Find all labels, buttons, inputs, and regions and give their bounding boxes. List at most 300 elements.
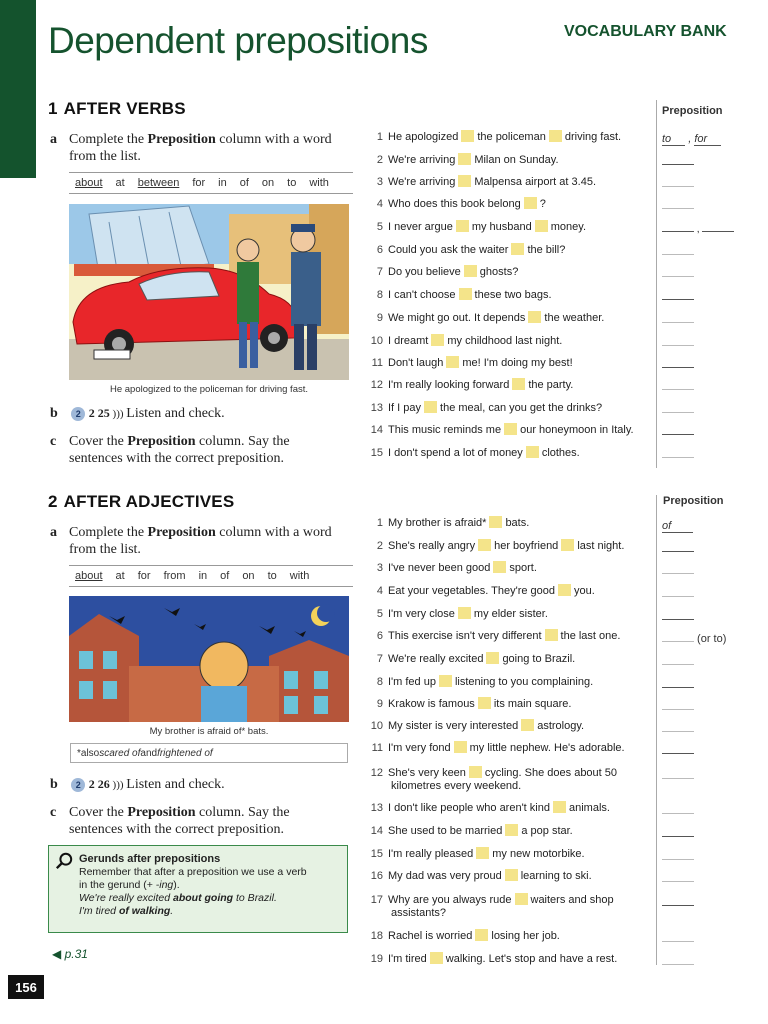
word: with: [289, 570, 310, 582]
blank-gap[interactable]: [553, 801, 566, 813]
sentence-item: [370, 243, 565, 256]
sentence-text: the last one.: [560, 630, 621, 642]
sentence-text: my elder sister.: [473, 608, 548, 620]
sentence-number: 10: [370, 720, 383, 732]
answer-line[interactable]: [662, 587, 694, 597]
word: in: [218, 177, 227, 189]
section2-heading: [48, 492, 234, 512]
blank-gap[interactable]: [526, 446, 539, 458]
sentence-text: these two bags.: [474, 289, 552, 301]
sentence-item: [370, 130, 621, 143]
sentence-number: 18: [370, 930, 383, 942]
sentence-item: [370, 697, 571, 710]
answer-line[interactable]: [662, 542, 694, 552]
answer-slot[interactable]: [662, 196, 694, 214]
blank-gap[interactable]: [478, 539, 491, 551]
section2-title: AFTER ADJECTIVES: [63, 492, 235, 511]
task-a-text: Complete the Preposition column with a word from the list.: [69, 525, 332, 557]
sentence-text: my little nephew. He's adorable.: [469, 742, 625, 754]
sentence-text: losing her job.: [491, 930, 560, 942]
sentence-item: [370, 801, 610, 814]
sentence-number: 13: [370, 802, 383, 814]
sentence-item: [370, 893, 614, 906]
sentence-text: We're really excited: [388, 653, 484, 665]
section2-word-list: [69, 565, 353, 587]
sentence-text: my new motorbike.: [492, 848, 585, 860]
sentence-text: She's very keen: [388, 767, 466, 779]
blank-gap[interactable]: [505, 869, 518, 881]
vocabulary-bank-label: VOCABULARY BANK: [564, 23, 727, 40]
answer-line[interactable]: [662, 380, 694, 390]
answer-slot[interactable]: [662, 561, 694, 579]
sentence-item: [370, 824, 573, 837]
answer-line[interactable]: [662, 769, 694, 779]
answer-slot[interactable]: [662, 607, 694, 625]
answer-line[interactable]: [662, 804, 694, 814]
answer-slot[interactable]: [662, 310, 694, 328]
sentence-item: [370, 356, 573, 369]
blank-gap[interactable]: [521, 719, 534, 731]
sentence-item: [370, 766, 617, 779]
blank-gap[interactable]: [524, 197, 537, 209]
audio-track-icon[interactable]: 2: [71, 407, 85, 421]
sentence-number: 8: [376, 289, 383, 301]
tip-heading: Gerunds after prepositions: [79, 853, 221, 865]
section2-illustration-caption: My brother is afraid of* bats.: [149, 726, 269, 737]
section2-task-c: [50, 804, 340, 838]
answer-slot[interactable]: [662, 539, 694, 557]
answer-line[interactable]: [662, 425, 694, 435]
sentence-number: 17: [370, 894, 383, 906]
answer-line[interactable]: [662, 678, 694, 688]
answer-line[interactable]: [662, 955, 694, 965]
sentence-text: I don't like people who aren't kind: [388, 802, 550, 814]
blank-gap[interactable]: [469, 766, 482, 778]
blank-gap[interactable]: [493, 561, 506, 573]
task-letter: c: [50, 805, 57, 820]
sentence-text: ?: [539, 198, 546, 210]
answer-slot[interactable]: [662, 584, 694, 602]
answer-slot[interactable]: [662, 264, 694, 282]
sentence-text: Why are you always rude: [388, 894, 512, 906]
sentence-text: waiters and shop: [530, 894, 614, 906]
answer-line[interactable]: [662, 313, 694, 323]
sentence-text: I'm really pleased: [388, 848, 474, 860]
section2-preposition-header: Preposition: [663, 495, 724, 507]
sentence-number: 2: [376, 540, 383, 552]
sentence-item: [370, 401, 602, 414]
answer-slot[interactable]: [662, 242, 694, 260]
blank-gap[interactable]: [458, 607, 471, 619]
section1-word-list: [69, 172, 353, 194]
answer-line[interactable]: [702, 222, 734, 232]
answer-separator: ,: [694, 224, 703, 235]
task-a-text: Complete the Preposition column with a word from the list.: [69, 132, 332, 164]
sentence-text: last night.: [577, 540, 625, 552]
sentence-number: 9: [376, 698, 383, 710]
sentence-text: listening to you complaining.: [454, 676, 594, 688]
sentence-number: 3: [376, 176, 383, 188]
task-b-text: Listen and check.: [126, 777, 225, 792]
word: for: [137, 570, 151, 582]
word: from: [163, 570, 186, 582]
blank-gap[interactable]: [458, 153, 471, 165]
answer-line[interactable]: [662, 827, 694, 837]
blank-gap[interactable]: [478, 697, 491, 709]
sentence-number: 9: [376, 312, 383, 324]
answer-slot[interactable]: [662, 445, 694, 463]
sentence-text: my childhood last night.: [447, 335, 563, 347]
sentence-text: the party.: [528, 379, 574, 391]
sentence-item: [370, 652, 575, 665]
answer-line[interactable]: [662, 448, 694, 458]
sentence-number: 11: [371, 357, 383, 369]
word: at: [115, 570, 125, 582]
section1-preposition-header: Preposition: [662, 105, 723, 117]
word: of: [220, 570, 230, 582]
section1-task-a: [50, 131, 350, 165]
answer-slot[interactable]: [662, 174, 694, 192]
blank-gap[interactable]: [459, 288, 472, 300]
answer-line[interactable]: [662, 199, 694, 209]
sentence-item: [370, 153, 559, 166]
sentence-item: [370, 311, 604, 324]
audio-track-number: 2 26: [88, 777, 110, 791]
answer-line[interactable]: [662, 267, 694, 277]
sentence-text: our honeymoon in Italy.: [520, 424, 634, 436]
task-letter: b: [50, 406, 58, 421]
sentence-text: learning to ski.: [520, 870, 592, 882]
column-divider: [656, 100, 657, 468]
blank-gap[interactable]: [512, 378, 525, 390]
blank-gap[interactable]: [561, 539, 574, 551]
blank-gap[interactable]: [504, 423, 517, 435]
word: about: [75, 177, 103, 189]
answer-text: for: [694, 133, 721, 146]
previous-page-link[interactable]: ◀ p.31: [52, 947, 88, 961]
answer-slot[interactable]: [662, 869, 694, 887]
blank-gap[interactable]: [476, 847, 489, 859]
tip-example: I'm tired of walking.: [79, 905, 174, 917]
task-c-text: Cover the Preposition column. Say the sentences with the correct preposition.: [69, 805, 290, 837]
sentence-text: Rachel is worried: [388, 930, 473, 942]
sentence-number: 13: [370, 402, 383, 414]
sentence-text: I can't choose: [388, 289, 456, 301]
sentence-text: Malpensa airport at 3.45.: [474, 176, 596, 188]
sentence-text: My dad was very proud: [388, 870, 502, 882]
sentence-text: Krakow is famous: [388, 698, 475, 710]
sentence-item: [370, 288, 552, 301]
answer-slot[interactable]: [662, 741, 694, 759]
sentence-number: 7: [376, 266, 383, 278]
sentence-text: We're arriving: [388, 176, 456, 188]
task-letter: c: [50, 434, 57, 449]
blank-gap[interactable]: [535, 220, 548, 232]
sentence-number: 8: [376, 676, 383, 688]
answer-line[interactable]: [662, 403, 694, 413]
answer-slot[interactable]: [662, 377, 694, 395]
blank-gap[interactable]: [511, 243, 524, 255]
answer-line[interactable]: [662, 632, 694, 642]
sentence-text: I'm fed up: [388, 676, 436, 688]
blank-gap[interactable]: [430, 952, 443, 964]
sentence-text: the weather.: [544, 312, 605, 324]
answer-slot[interactable]: [662, 400, 694, 418]
sentence-item: [370, 446, 580, 459]
word: between: [137, 177, 180, 189]
word: in: [198, 570, 208, 582]
answer-line[interactable]: [662, 850, 694, 860]
answer-line[interactable]: [662, 245, 694, 255]
sentence-number: 11: [371, 742, 383, 754]
sentence-text: My brother is afraid*: [388, 517, 487, 529]
sentence-number: 1: [376, 517, 383, 529]
sentence-text: I never argue: [388, 221, 453, 233]
answer-slot[interactable]: [662, 219, 734, 237]
bats-illustration: [69, 596, 349, 722]
sentence-number: 12: [370, 379, 383, 391]
sentence-number: 2: [376, 154, 383, 166]
sentence-item: [370, 929, 560, 942]
word: for: [192, 177, 206, 189]
task-b-text: Listen and check.: [126, 406, 225, 421]
answer-line[interactable]: [662, 700, 694, 710]
alternative-answer-note: (or to): [694, 633, 727, 645]
answer-line[interactable]: [662, 155, 694, 165]
task-letter: b: [50, 777, 58, 792]
sentence-number: 5: [376, 608, 383, 620]
column-divider: [656, 495, 657, 965]
answer-slot[interactable]: [662, 152, 694, 170]
blank-gap[interactable]: [458, 175, 471, 187]
sentence-item: [370, 175, 596, 188]
sentence-text: I'm very fond: [388, 742, 451, 754]
sentence-text: going to Brazil.: [502, 653, 576, 665]
sentence-item: [370, 629, 620, 642]
sentence-item: [370, 607, 548, 620]
answer-slot[interactable]: [662, 952, 694, 970]
answer-slot[interactable]: [662, 824, 694, 842]
word: to: [267, 570, 277, 582]
answer-line[interactable]: [662, 932, 694, 942]
answer-slot[interactable]: [662, 697, 694, 715]
blank-gap[interactable]: [454, 741, 467, 753]
sentence-item: [370, 334, 562, 347]
footnote-box: *also scared of and frightened of: [70, 743, 348, 763]
blank-gap[interactable]: [456, 220, 469, 232]
sentence-number: 12: [370, 767, 383, 779]
back-arrow-icon: ◀: [52, 947, 62, 961]
answer-slot[interactable]: [662, 516, 693, 534]
policeman-car-illustration: [69, 204, 349, 380]
section1-number: 1: [48, 99, 58, 118]
sentence-text: money.: [550, 221, 587, 233]
sentence-item: [370, 561, 537, 574]
sentence-text: the meal, can you get the drinks?: [440, 402, 603, 414]
sentence-item: [370, 719, 584, 732]
section1-heading: [48, 99, 186, 119]
answer-slot[interactable]: [662, 422, 694, 440]
sentence-text: a pop star.: [521, 825, 573, 837]
blank-gap[interactable]: [486, 652, 499, 664]
sentence-number: 15: [370, 848, 383, 860]
sentence-text: She used to be married: [388, 825, 503, 837]
blank-gap[interactable]: [528, 311, 541, 323]
blank-gap[interactable]: [505, 824, 518, 836]
section1-illustration-caption: He apologized to the policeman for driving fast.: [109, 384, 309, 395]
answer-line[interactable]: [662, 564, 694, 574]
word: on: [242, 570, 255, 582]
task-letter: a: [50, 132, 57, 147]
answer-slot[interactable]: [662, 355, 694, 373]
sentence-text: If I pay: [388, 402, 422, 414]
answer-slot[interactable]: [662, 287, 694, 305]
blank-gap[interactable]: [431, 334, 444, 346]
blank-gap[interactable]: [558, 584, 571, 596]
answer-line[interactable]: [662, 744, 694, 754]
answer-slot[interactable]: [662, 652, 694, 670]
sentence-text: I'm tired: [388, 953, 427, 965]
sentence-number: 15: [370, 447, 383, 459]
blank-gap[interactable]: [424, 401, 437, 413]
tip-example: We're really excited about going to Brazil.: [79, 892, 277, 904]
answer-line[interactable]: [662, 177, 694, 187]
sentence-number: 6: [376, 630, 383, 642]
answer-line[interactable]: [662, 655, 694, 665]
sentence-item: [370, 265, 518, 278]
sentence-text: her boyfriend: [494, 540, 559, 552]
sentence-number: 6: [376, 244, 383, 256]
sentence-text: This music reminds me: [388, 424, 502, 436]
blank-gap[interactable]: [475, 929, 488, 941]
section2-number: 2: [48, 492, 58, 511]
sentence-number: 16: [370, 870, 383, 882]
sentence-item: [370, 952, 617, 965]
sentence-text: animals.: [568, 802, 610, 814]
blank-gap[interactable]: [446, 356, 459, 368]
sentence-item: [370, 741, 625, 754]
answer-slot[interactable]: [662, 675, 694, 693]
sentence-text: I'm very close: [388, 608, 455, 620]
sentence-text: We're arriving: [388, 154, 456, 166]
answer-slot[interactable]: [662, 719, 694, 737]
sentence-item: [370, 869, 592, 882]
answer-slot[interactable]: [662, 333, 694, 351]
answer-separator: ,: [685, 133, 695, 145]
blank-gap[interactable]: [461, 130, 474, 142]
sentence-number: 10: [370, 335, 383, 347]
word: on: [261, 177, 275, 189]
section1-task-b: b 2 2 25 ))) Listen and check.: [50, 406, 225, 421]
sentence-item: [370, 423, 634, 436]
sentence-text: He apologized: [388, 131, 459, 143]
section2-task-a: [50, 524, 350, 558]
sentence-number: 7: [376, 653, 383, 665]
word: of: [239, 177, 249, 189]
sentence-text: driving fast.: [564, 131, 622, 143]
word: with: [309, 177, 329, 189]
page-title: Dependent prepositions: [48, 20, 428, 61]
sentence-text: I've never been good: [388, 562, 491, 574]
sentence-text: bats.: [505, 517, 530, 529]
answer-slot[interactable]: [662, 801, 694, 819]
answer-line[interactable]: [662, 610, 694, 620]
answer-slot[interactable]: [662, 847, 694, 865]
blank-gap[interactable]: [439, 675, 452, 687]
answer-slot[interactable]: [662, 893, 694, 911]
sentence-text: I dreamt: [388, 335, 429, 347]
sentence-item: [370, 847, 585, 860]
blank-gap[interactable]: [549, 130, 562, 142]
answer-text: of: [662, 520, 693, 533]
word: at: [115, 177, 125, 189]
blank-gap[interactable]: [489, 516, 502, 528]
sentence-item: [370, 516, 529, 529]
sentence-text: Eat your vegetables. They're good: [388, 585, 556, 597]
sentence-text: Who does this book belong: [388, 198, 521, 210]
sentence-continuation: kilometres every weekend.: [391, 780, 522, 792]
tip-line: Remember that after a preposition we use a verb: [79, 866, 307, 878]
answer-slot[interactable]: [662, 766, 694, 784]
sentence-text: the policeman: [477, 131, 546, 143]
magnifier-icon: [55, 852, 73, 870]
section1-task-c: [50, 433, 340, 467]
answer-slot[interactable]: [662, 129, 721, 147]
answer-line[interactable]: [662, 290, 694, 300]
audio-track-number: 2 25: [88, 406, 110, 420]
section2-task-b: b 2 2 26 ))) Listen and check.: [50, 777, 225, 792]
sentence-text: the bill?: [527, 244, 566, 256]
sentence-number: 14: [370, 825, 383, 837]
sentence-number: 3: [376, 562, 383, 574]
answer-line[interactable]: [662, 896, 694, 906]
page-number: 156: [8, 975, 44, 999]
sentence-text: Don't laugh: [388, 357, 444, 369]
answer-line[interactable]: [662, 872, 694, 882]
sentence-text: sport.: [509, 562, 537, 574]
sentence-text: I'm really looking forward: [388, 379, 510, 391]
tip-line: in the gerund (+ -ing).: [79, 879, 180, 891]
sentence-text: Do you believe: [388, 266, 461, 278]
blank-gap[interactable]: [545, 629, 558, 641]
sentence-number: 1: [376, 131, 383, 143]
sentence-text: Milan on Sunday.: [474, 154, 559, 166]
answer-line[interactable]: [662, 336, 694, 346]
answer-line[interactable]: [662, 358, 694, 368]
sentence-text: its main square.: [493, 698, 572, 710]
audio-track-icon[interactable]: 2: [71, 778, 85, 792]
answer-text: to: [662, 133, 685, 146]
answer-slot[interactable]: [662, 929, 694, 947]
sentence-continuation: assistants?: [391, 907, 447, 919]
answer-line[interactable]: [662, 722, 694, 732]
sentence-text: me! I'm doing my best!: [462, 357, 573, 369]
sentence-text: cycling. She does about 50: [484, 767, 618, 779]
sentence-item: [370, 584, 595, 597]
sentence-text: This exercise isn't very different: [388, 630, 542, 642]
word: about: [75, 570, 103, 582]
answer-slot[interactable]: [662, 629, 726, 647]
sentence-text: you.: [574, 585, 595, 597]
sentence-text: ghosts?: [479, 266, 519, 278]
task-c-text: Cover the Preposition column. Say the sentences with the correct preposition.: [69, 434, 290, 466]
sentence-text: My sister is very interested: [388, 720, 519, 732]
answer-line[interactable]: [662, 222, 694, 232]
gerunds-tip-box: [48, 845, 348, 933]
blank-gap[interactable]: [515, 893, 528, 905]
blank-gap[interactable]: [464, 265, 477, 277]
sentence-number: 14: [370, 424, 383, 436]
